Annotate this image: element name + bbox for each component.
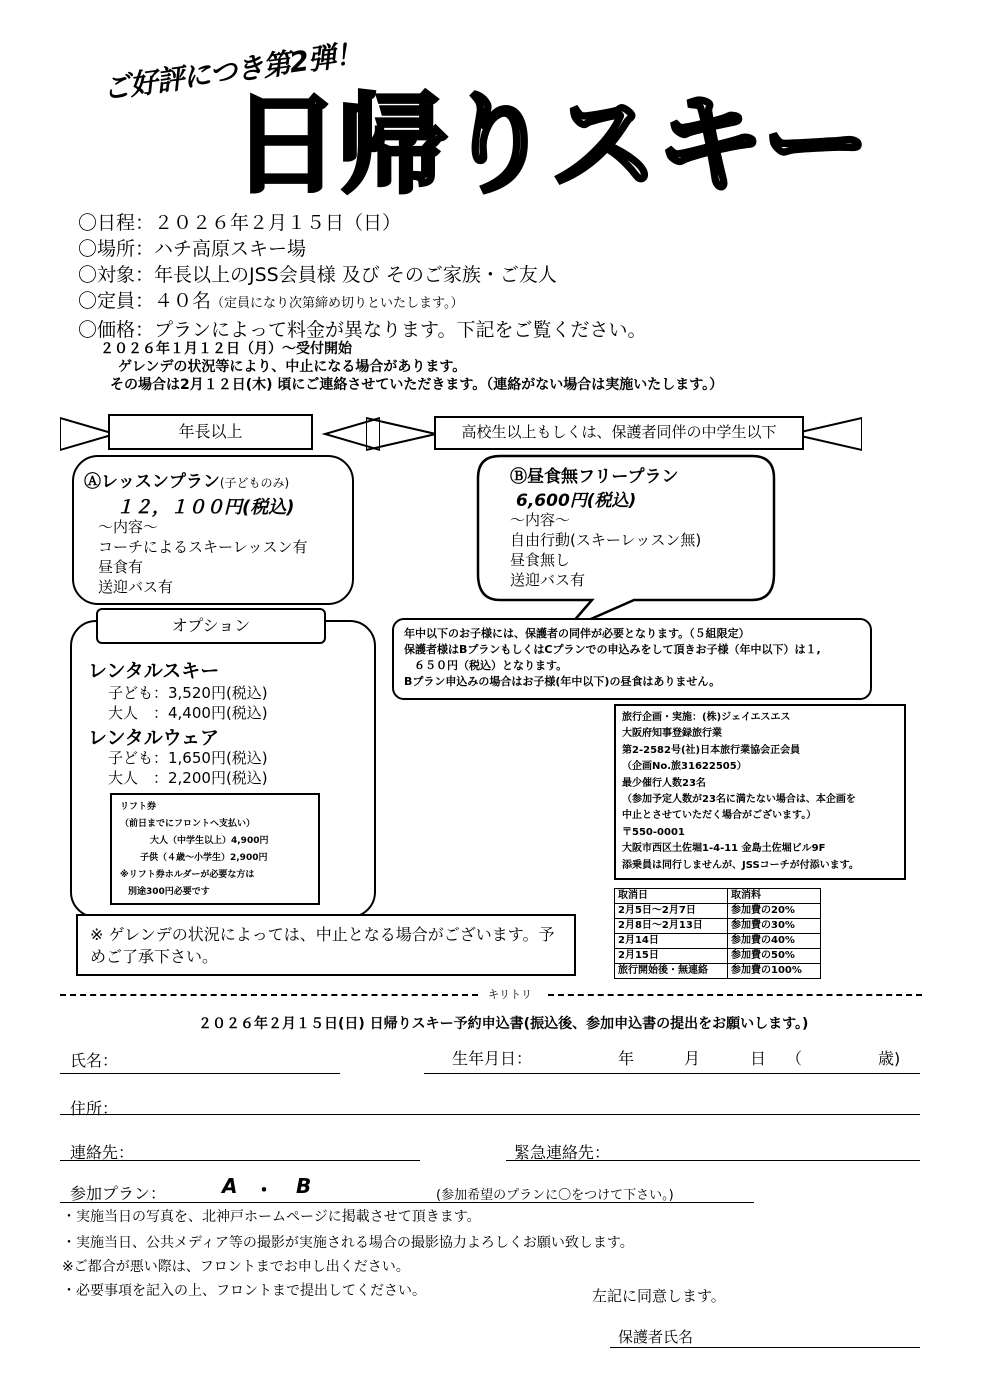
plan-b-item: 昼食無し — [510, 551, 571, 569]
option-ski-title: レンタルスキー — [88, 660, 220, 682]
notice-contact: その場合は2月１２日(木) 頃にご連絡させていただきます。（連絡がない場合は実施いたします。） — [110, 377, 724, 393]
info-date: 〇日程：２０２６年２月１５日（日） — [78, 212, 402, 234]
plan-a-price: １２，１００円(税込) — [116, 497, 295, 518]
contact-field[interactable] — [60, 1160, 420, 1161]
plan-a-box — [72, 455, 354, 605]
info-target: 〇対象：年長以上のJSS会員様 及び そのご家族・ご友人 — [78, 264, 557, 286]
option-ski-adult: 大人 ：4,400円(税込) — [108, 704, 268, 722]
plan-option-a[interactable]: A — [222, 1174, 238, 1198]
table-row: 2月8日～2月13日 参加費の30% — [615, 919, 821, 934]
form-emergency-label: 緊急連絡先： — [514, 1143, 611, 1162]
event-info — [78, 210, 647, 343]
address-field[interactable] — [60, 1114, 920, 1115]
table-row: 2月5日～2月7日 参加費の20% — [615, 904, 821, 919]
plan-field — [60, 1202, 754, 1203]
form-plan-label: 参加プラン： — [70, 1184, 167, 1203]
form-age-close: 歳) — [878, 1049, 901, 1068]
plan-option-separator: ・ — [254, 1178, 274, 1202]
lift-ticket-box: リフト券 （前日までにフロントへ支払い） 大人（中学生以上）4,900円 子供（４歳～小学生）2,900円 ※リフト券ホルダーが必要な方は 別途300円必要です — [110, 793, 320, 905]
footer-note: ・必要事項を記入の上、フロントまで提出してください。 — [62, 1283, 426, 1299]
cut-line-left — [60, 994, 478, 996]
caution-box: ※ ゲレンデの状況によっては、中止となる場合がございます。予 めご了承下さい。 — [76, 914, 576, 976]
plan-a-content: ～内容～ コーチによるスキーレッスン有 昼食有 送迎バス有 — [98, 518, 308, 596]
page-title: 日帰りスキー — [232, 83, 869, 208]
form-year: 年 — [618, 1049, 635, 1068]
notice-cancel: ゲレンデの状況等により、中止になる場合があります。 — [118, 359, 467, 375]
plan-b-item: 自由行動(スキーレッスン無) — [510, 531, 702, 549]
callout-box: 年中以下のお子様には、保護者の同伴が必要となります。（５組限定） 保護者様はBプランもしくはCプランでの申込みをして頂きお子様（年中以下）は１, ６５０円（税込）となります。 Bプラン申込みの場合はお子様(年中以下)の昼食はありません。 — [392, 618, 872, 700]
table-row: 2月14日 参加費の40% — [615, 934, 821, 949]
table-row: 旅行開始後・無連絡 参加費の100% — [615, 964, 821, 979]
plan-a-name: Ⓐレッスンプラン(子どものみ) — [84, 472, 290, 492]
banner-right: 高校生以上もしくは、保護者同伴の中学生以下 — [434, 416, 804, 450]
plan-a-item: 昼食有 — [98, 558, 144, 576]
form-age-open: （ — [786, 1049, 803, 1068]
cut-label: キリトリ — [488, 988, 532, 1001]
form-address-label: 住所： — [70, 1099, 119, 1118]
form-contact-label: 連絡先： — [70, 1143, 135, 1162]
banner-left: 年長以上 — [108, 414, 313, 450]
name-field[interactable] — [60, 1073, 340, 1074]
footer-note: ・実施当日、公共メディア等の撮影が実施される場合の撮影協力よろしくお願い致します。 — [62, 1235, 634, 1251]
header-subtitle: ご好評につき第2弾！ — [100, 36, 364, 106]
plan-b-item: 送迎バス有 — [510, 571, 586, 589]
option-ski-child: 子ども：3,520円(税込) — [108, 684, 268, 702]
organizer-box: 旅行企画・実施：(株)ジェイエスエス 大阪府知事登録旅行業 第2-2582号(社)日本旅行業協会正会員 （企画No.旅31622505） 最少催行人数23名 （参加予定人数が23名に満たない場合は、本企画を 中止とさせていただく場合がございます。） 〒550-0001 大阪市西区土佐堀1-4-11 金島土佐堀ビル9F 添乗員は同行しませんが、JSSコーチが付添います。 — [614, 704, 906, 880]
plan-b-items: ～内容～ 自由行動(スキーレッスン無) 昼食無し 送迎バス有 — [510, 511, 702, 589]
option-wear-adult: 大人 ：2,200円(税込) — [108, 769, 268, 787]
agree-text: 左記に同意します。 — [592, 1287, 726, 1305]
guardian-signature-field[interactable] — [610, 1347, 920, 1348]
form-birth-label: 生年月日： — [452, 1049, 533, 1068]
table-row: 2月15日 参加費の50% — [615, 949, 821, 964]
plan-a-item: コーチによるスキーレッスン有 — [98, 538, 308, 556]
info-capacity: 〇定員：４０名（定員になり次第締め切りといたします。） — [78, 290, 464, 312]
table-header: 取消日 — [615, 889, 728, 904]
cut-line-right — [548, 994, 922, 996]
option-wear-child: 子ども：1,650円(税込) — [108, 749, 268, 767]
info-place: 〇場所：ハチ高原スキー場 — [78, 238, 307, 260]
plan-option-b[interactable]: B — [296, 1174, 312, 1198]
form-day: 日 — [750, 1049, 767, 1068]
option-wear-title: レンタルウェア — [88, 727, 220, 749]
birthdate-field[interactable] — [424, 1073, 920, 1074]
plan-b-name: Ⓑ昼食無フリープラン — [510, 467, 679, 487]
form-title: ２０２６年２月１５日(日) 日帰りスキー予約申込書(振込後、参加申込書の提出をお願いします。) — [198, 1016, 809, 1032]
emergency-contact-field[interactable] — [506, 1160, 920, 1161]
cancellation-table — [614, 888, 821, 979]
plan-a-item: 送迎バス有 — [98, 578, 174, 596]
notice-reception: ２０２６年１月１２日（月）～受付開始 — [100, 341, 352, 357]
notices — [100, 340, 723, 394]
plan-b-price: 6,600円(税込) — [516, 491, 637, 511]
form-month: 月 — [684, 1049, 701, 1068]
table-row — [615, 889, 821, 904]
form-plan-note: (参加希望のプランに〇をつけて下さい。) — [436, 1188, 674, 1203]
option-title-box: オプション — [96, 608, 326, 644]
form-name-label: 氏名： — [70, 1051, 119, 1070]
footer-note: ※ご都合が悪い際は、フロントまでお申し出ください。 — [62, 1259, 410, 1275]
footer-note: ・実施当日の写真を、北神戸ホームページに掲載させて頂きます。 — [62, 1209, 481, 1225]
info-price: 〇価格：プランによって料金が異なります。下記をご覧ください。 — [78, 319, 647, 341]
guardian-label: 保護者氏名 — [618, 1328, 694, 1346]
table-header: 取消料 — [728, 889, 821, 904]
